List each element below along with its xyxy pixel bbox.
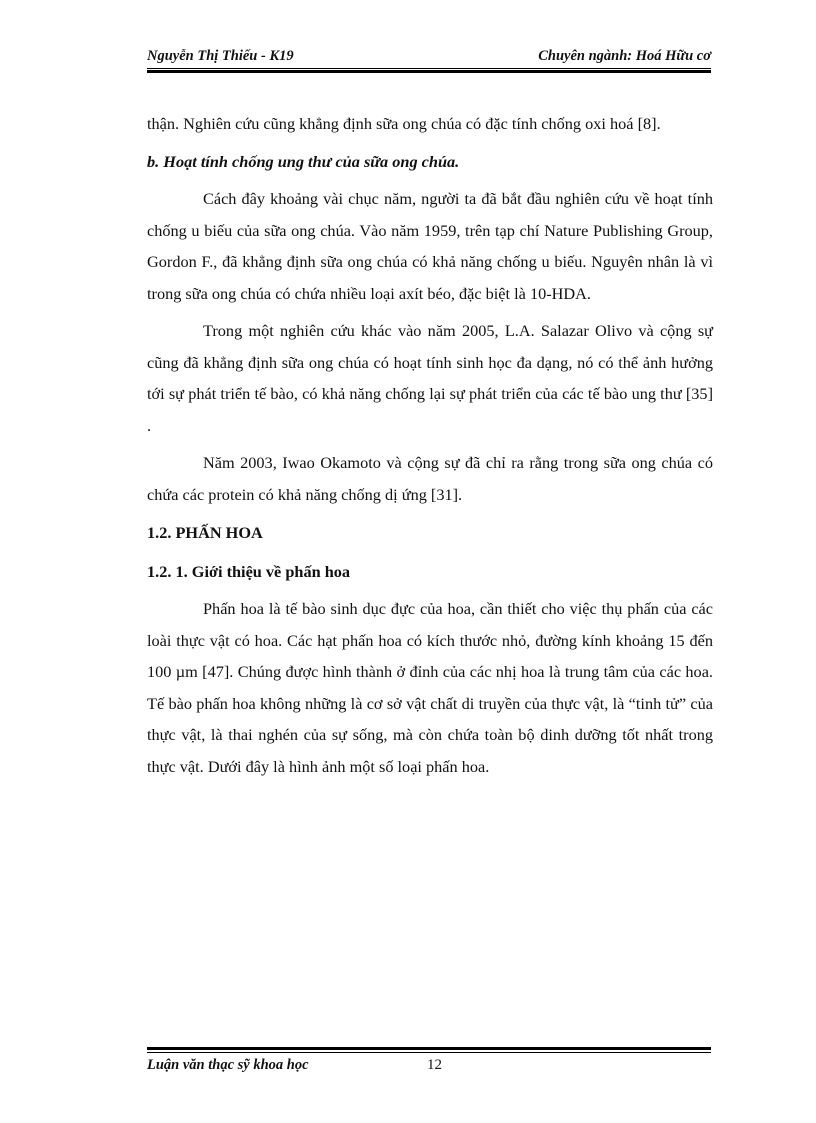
footer-rule-thin xyxy=(147,1052,711,1053)
header-author: Nguyễn Thị Thiếu - K19 xyxy=(147,48,294,64)
footer-rule-thick xyxy=(147,1047,711,1050)
paragraph-okamoto-study: Năm 2003, Iwao Okamoto và cộng sự đã chỉ ra rằng trong sữa ong chúa có chứa các protein có khả năng chống dị ứng [31]. xyxy=(147,453,713,504)
paragraph-anticancer-history: Cách đây khoảng vài chục năm, người ta đã bắt đầu nghiên cứu về hoạt tính chống u biếu của sữa ong chúa. Vào năm 1959, trên tạp chí Nature Publishing Group, Gordon F., đã khẳng định sữa ong chúa có khả năng chống u biếu. Nguyên nhân là vì trong sữa ong chúa có chứa nhiều loại axít béo, đặc biệt là 10-HDA. xyxy=(147,189,713,303)
header-rule-thin xyxy=(147,68,711,69)
page-body xyxy=(147,108,713,782)
page-footer xyxy=(147,1057,711,1077)
subheading-anticancer: b. Hoạt tính chống ung thư của sữa ong chúa. xyxy=(147,151,460,171)
paragraph-pollen-intro: Phấn hoa là tế bào sinh dục đực của hoa, cần thiết cho việc thụ phấn của các loài thực vật có hoa. Các hạt phấn hoa có kích thước nhỏ, đường kính khoảng 15 đến 100 µm [47]. Chúng được hình thành ở đỉnh của các nhị hoa là trung tâm của các hoa. Tế bào phấn hoa không những là cơ sở vật chất di truyền của thực vật, là “tinh tử” của thực vật, là thai nghén của sự sống, mà còn chứa toàn bộ dinh dưỡng tốt nhất trong thực vật. Dưới đây là hình ảnh một số loại phấn hoa. xyxy=(147,599,713,776)
header-rule-thick xyxy=(147,70,711,73)
paragraph-continuation: thận. Nghiên cứu cũng khẳng định sữa ong chúa có đặc tính chống oxi hoá [8]. xyxy=(147,114,661,133)
paragraph-salazar-study: Trong một nghiên cứu khác vào năm 2005, L.A. Salazar Olivo và cộng sự cũng đã khẳng định sữa ong chúa có hoạt tính sinh học đa dạng, nó có thể ảnh hưởng tới sự phát triển tế bào, có khả năng chống lại sự phát triển của các tế bào ung thư [35] . xyxy=(147,321,713,435)
footer-thesis-label: Luận văn thạc sỹ khoa học xyxy=(147,1057,309,1073)
section-title-pollen: 1.2. PHẤN HOA xyxy=(147,523,263,542)
page-header xyxy=(147,48,711,68)
header-major: Chuyên ngành: Hoá Hữu cơ xyxy=(538,48,711,64)
subsection-title-pollen-intro: 1.2. 1. Giới thiệu về phấn hoa xyxy=(147,561,351,581)
page-number: 12 xyxy=(427,1057,442,1073)
